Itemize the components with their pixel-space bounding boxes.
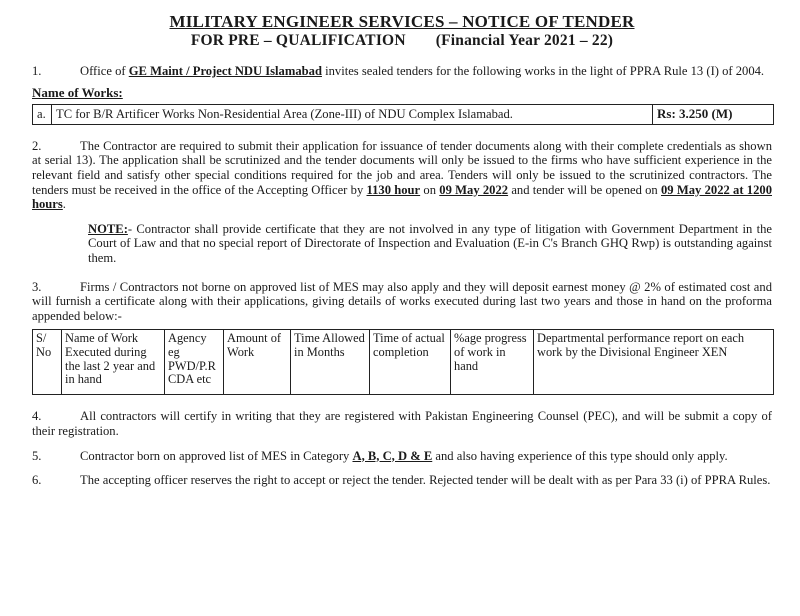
column-header: Name of Work Executed during the last 2 year and in hand: [62, 330, 165, 395]
paragraph-number: 4.: [32, 409, 42, 424]
column-header: Departmental performance report on each work by the Divisional Engineer XEN: [534, 330, 774, 395]
table-row: [33, 105, 774, 125]
paragraph-4: 4. All contractors will certify in writing that they are registered with Pakistan Engineering Counsel (PEC), and will be submit a copy of their registration.: [32, 409, 772, 438]
notice-title: [32, 0, 772, 50]
categories: A, B, C, D & E: [352, 448, 433, 463]
note: [88, 222, 772, 266]
table-header-row: [33, 330, 774, 395]
deadline-date: 09 May 2022: [439, 182, 509, 197]
paragraph-2: 2. The Contractor are required to submit their application for issuance of tender documents along with their complete credentials as shown at serial 13). The application shall be scrutinized and the tender documents will only be issued to the firms who have sufficient experience in the relevant field and satisfy other special conditions required for the job and area. Tenders will only be issued to the scrutinized contractors. The tenders must be received in the office of the Accepting Officer by 1130 hour on 09 May 2022 and tender will be opened on 09 May 2022 at 1200 hours.: [32, 138, 772, 212]
paragraph-number: 6.: [32, 473, 42, 488]
paragraph-3: 3. Firms / Contractors not borne on approved list of MES may also apply and they will deposit earnest money @ 2% of estimated cost and will furnish a certificate along with their applications, giving details of works executed during last two years and those in hand on the proforma appended below:-: [32, 279, 772, 323]
title-line-2: [32, 31, 772, 50]
column-header: Time of actual completion: [370, 330, 451, 395]
deadline-time: 1130 hour: [366, 182, 421, 197]
paragraph-number: 2.: [32, 138, 42, 153]
work-name: TC for B/R Artificer Works Non-Residential Area (Zone-III) of NDU Complex Islamabad.: [52, 105, 653, 125]
opening-date: 09 May 2022 at 1200 hours: [32, 182, 772, 212]
paragraph-number: 5.: [32, 448, 42, 463]
title-line-1: MILITARY ENGINEER SERVICES – NOTICE OF TENDER: [169, 12, 635, 31]
paragraph-1: 1. Office of GE Maint / Project NDU Islamabad invites sealed tenders for the following works in the light of PPRA Rule 13 (I) of 2004.: [32, 64, 765, 78]
paragraph-5: 5. Contractor born on approved list of MES in Category A, B, C, D & E and also having experience of this type should only apply.: [32, 448, 728, 463]
paragraph-number: 3.: [32, 279, 42, 294]
column-header: Time Allowed in Months: [291, 330, 370, 395]
proforma-table: [32, 329, 774, 395]
title-prequalification: FOR PRE – QUALIFICATION: [190, 32, 406, 49]
paragraph-number: 1.: [32, 64, 42, 78]
work-amount: Rs: 3.250 (M): [653, 105, 774, 125]
column-header: Amount of Work: [224, 330, 291, 395]
column-header: S/ No: [33, 330, 62, 395]
column-header: Agency eg PWD/P.R CDA etc: [165, 330, 224, 395]
office-name: GE Maint / Project NDU Islamabad: [128, 64, 322, 78]
column-header: %age progress of work in hand: [451, 330, 534, 395]
note-text: - Contractor shall provide certificate that they are not involved in any type of litigation with Government Department in the Court of Law and that no special report of Directorate of Inspection and Evaluation (E-in C's Branch GHQ Rwp) is outstanding against them.: [88, 221, 772, 265]
note-label: NOTE:: [88, 221, 128, 236]
work-index: a.: [33, 105, 52, 125]
works-table: [32, 104, 774, 125]
works-heading: Name of Works:: [32, 84, 123, 100]
title-financial-year: (Financial Year 2021 – 22): [435, 32, 614, 49]
paragraph-6: 6. The accepting officer reserves the right to accept or reject the tender. Rejected tender will be dealt with as per Para 33 (i) of PPRA Rules.: [32, 473, 771, 488]
